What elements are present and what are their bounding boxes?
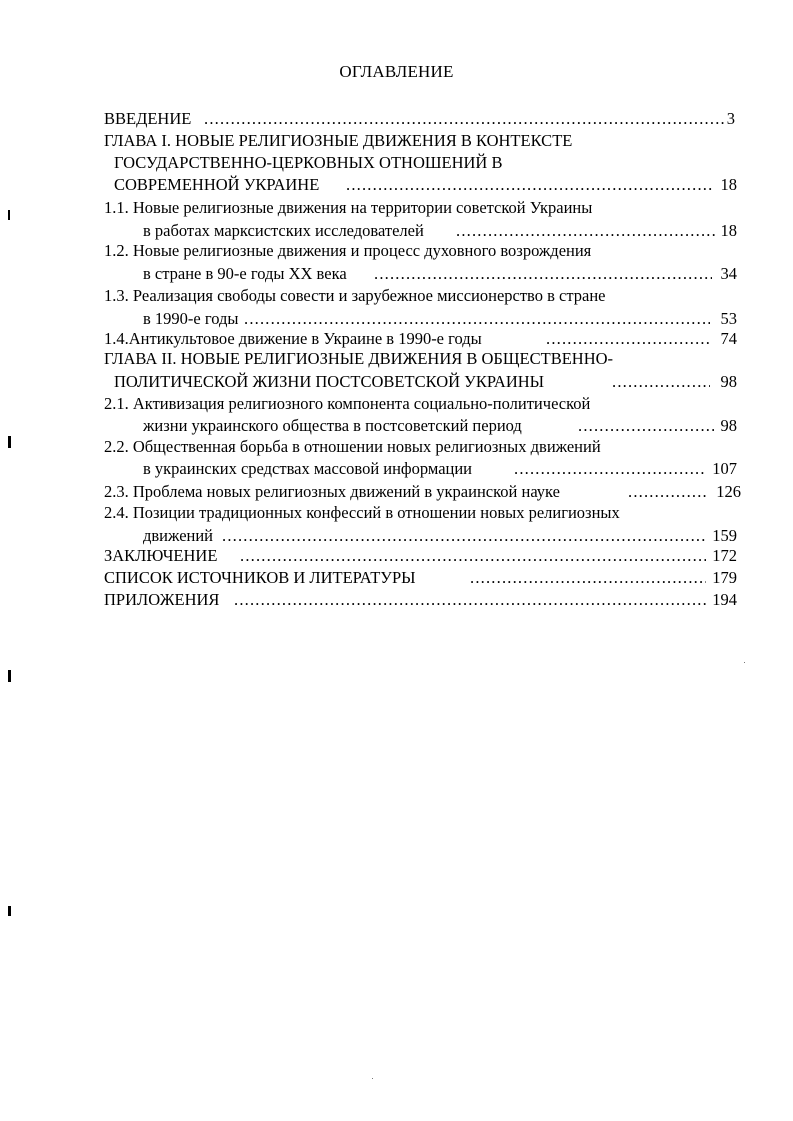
- toc-entry-title: в 1990-е годы: [143, 309, 239, 328]
- toc-entry: [0, 545, 793, 567]
- toc-entry-title: ГЛАВА I. НОВЫЕ РЕЛИГИОЗНЫЕ ДВИЖЕНИЯ В КОНТЕКСТЕ: [104, 131, 573, 150]
- toc-entry-title: в стране в 90-е годы XX века: [143, 264, 347, 283]
- toc-entry: [0, 481, 793, 503]
- page-title: ОГЛАВЛЕНИЕ: [339, 62, 454, 81]
- toc-entry: [0, 502, 793, 524]
- toc-leader-dots: [234, 589, 706, 611]
- toc-page-number: 18: [720, 175, 737, 194]
- toc-entry-title: 2.4. Позиции традиционных конфессий в отношении новых религиозных: [104, 503, 620, 522]
- toc-page-number: 179: [712, 568, 737, 587]
- scan-margin-mark: [8, 906, 11, 916]
- toc-entry-title: 2.3. Проблема новых религиозных движений в украинской науке: [104, 482, 560, 501]
- toc-entry-title: в украинских средствах массовой информации: [143, 459, 473, 478]
- toc-entry-title: СОВРЕМЕННОЙ УКРАИНЕ: [114, 175, 320, 194]
- toc-entry-title: 1.1. Новые религиозные движения на территории советской Украины: [104, 198, 593, 217]
- toc-leader-dots: [514, 458, 704, 480]
- toc-leader-dots: [222, 525, 706, 547]
- toc-leader-dots: [346, 174, 714, 196]
- toc-page-number: 18: [720, 221, 737, 240]
- toc-page-number: 172: [712, 546, 737, 565]
- toc-leader-dots: [612, 371, 710, 393]
- toc-entry: [0, 285, 793, 307]
- toc-leader-dots: [628, 481, 706, 503]
- scan-margin-mark: [8, 670, 11, 682]
- toc-entry: [0, 393, 793, 415]
- toc-entry-title: СПИСОК ИСТОЧНИКОВ И ЛИТЕРАТУРЫ: [104, 568, 416, 587]
- toc-entry-title: в работах марксистских исследователей: [143, 221, 424, 240]
- toc-leader-dots: [578, 415, 714, 437]
- toc-page-number: 126: [716, 482, 741, 501]
- toc-leader-dots: [456, 220, 718, 242]
- toc-entry-title: 1.3. Реализация свободы совести и зарубежное миссионерство в стране: [104, 286, 606, 305]
- toc-page-number: 194: [712, 590, 737, 609]
- toc-entry-continuation: [0, 220, 793, 242]
- scan-speck: [372, 1078, 373, 1079]
- toc-entry-continuation: [0, 308, 793, 330]
- toc-entry: [0, 567, 793, 589]
- toc-entry: [0, 589, 793, 611]
- scan-speck: [744, 662, 745, 663]
- toc-entry-continuation: [0, 458, 793, 480]
- toc-leader-dots: [240, 545, 706, 567]
- scan-margin-mark: [8, 210, 10, 220]
- toc-entry-title: 1.2. Новые религиозные движения и процесс духовного возрождения: [104, 241, 592, 260]
- toc-page-number: 98: [720, 372, 737, 391]
- toc-leader-dots: [470, 567, 706, 589]
- toc-page-number: 74: [720, 329, 737, 348]
- toc-entry-continuation: [0, 152, 793, 174]
- toc-leader-dots: [244, 308, 710, 330]
- toc-leader-dots: [374, 263, 712, 285]
- toc-leader-dots: [204, 108, 724, 130]
- toc-entry: [0, 240, 793, 262]
- toc-entry-title: ЗАКЛЮЧЕНИЕ: [104, 546, 218, 565]
- toc-page-number: 159: [712, 526, 737, 545]
- toc-entry-title: ПОЛИТИЧЕСКОЙ ЖИЗНИ ПОСТСОВЕТСКОЙ УКРАИНЫ: [114, 372, 545, 391]
- toc-entry-title: 2.1. Активизация религиозного компонента социально-политической: [104, 394, 591, 413]
- toc-entry: [0, 197, 793, 219]
- toc-entry-title: ГОСУДАРСТВЕННО-ЦЕРКОВНЫХ ОТНОШЕНИЙ В: [114, 153, 503, 172]
- toc-entry: [0, 328, 793, 350]
- toc-entry-continuation: [0, 371, 793, 393]
- toc-entry-title: ПРИЛОЖЕНИЯ: [104, 590, 220, 609]
- toc-page-number: 34: [720, 264, 737, 283]
- toc-entry-continuation: [0, 174, 793, 196]
- toc-entry-title: 1.4.Антикультовое движение в Украине в 1990-е годы: [104, 329, 482, 348]
- toc-entry: [0, 108, 793, 130]
- toc-entry-continuation: [0, 263, 793, 285]
- toc-entry-title: движений: [143, 526, 214, 545]
- toc-leader-dots: [546, 328, 712, 350]
- toc-entry: [0, 130, 793, 152]
- toc-page-number: 98: [720, 416, 737, 435]
- toc-page-number: 107: [712, 459, 737, 478]
- toc-page-number: 3: [726, 109, 735, 128]
- toc-entry: [0, 436, 793, 458]
- scan-margin-mark: [8, 436, 11, 448]
- toc-entry-title: ГЛАВА II. НОВЫЕ РЕЛИГИОЗНЫЕ ДВИЖЕНИЯ В ОБЩЕСТВЕННО-: [104, 349, 614, 368]
- toc-entry: [0, 348, 793, 370]
- toc-entry-title: жизни украинского общества в постсоветский период: [143, 416, 522, 435]
- toc-entry-title: ВВЕДЕНИЕ: [104, 109, 192, 128]
- toc-entry-continuation: [0, 415, 793, 437]
- toc-page-number: 53: [720, 309, 737, 328]
- toc-entry-title: 2.2. Общественная борьба в отношении новых религиозных движений: [104, 437, 601, 456]
- toc-entry-continuation: [0, 525, 793, 547]
